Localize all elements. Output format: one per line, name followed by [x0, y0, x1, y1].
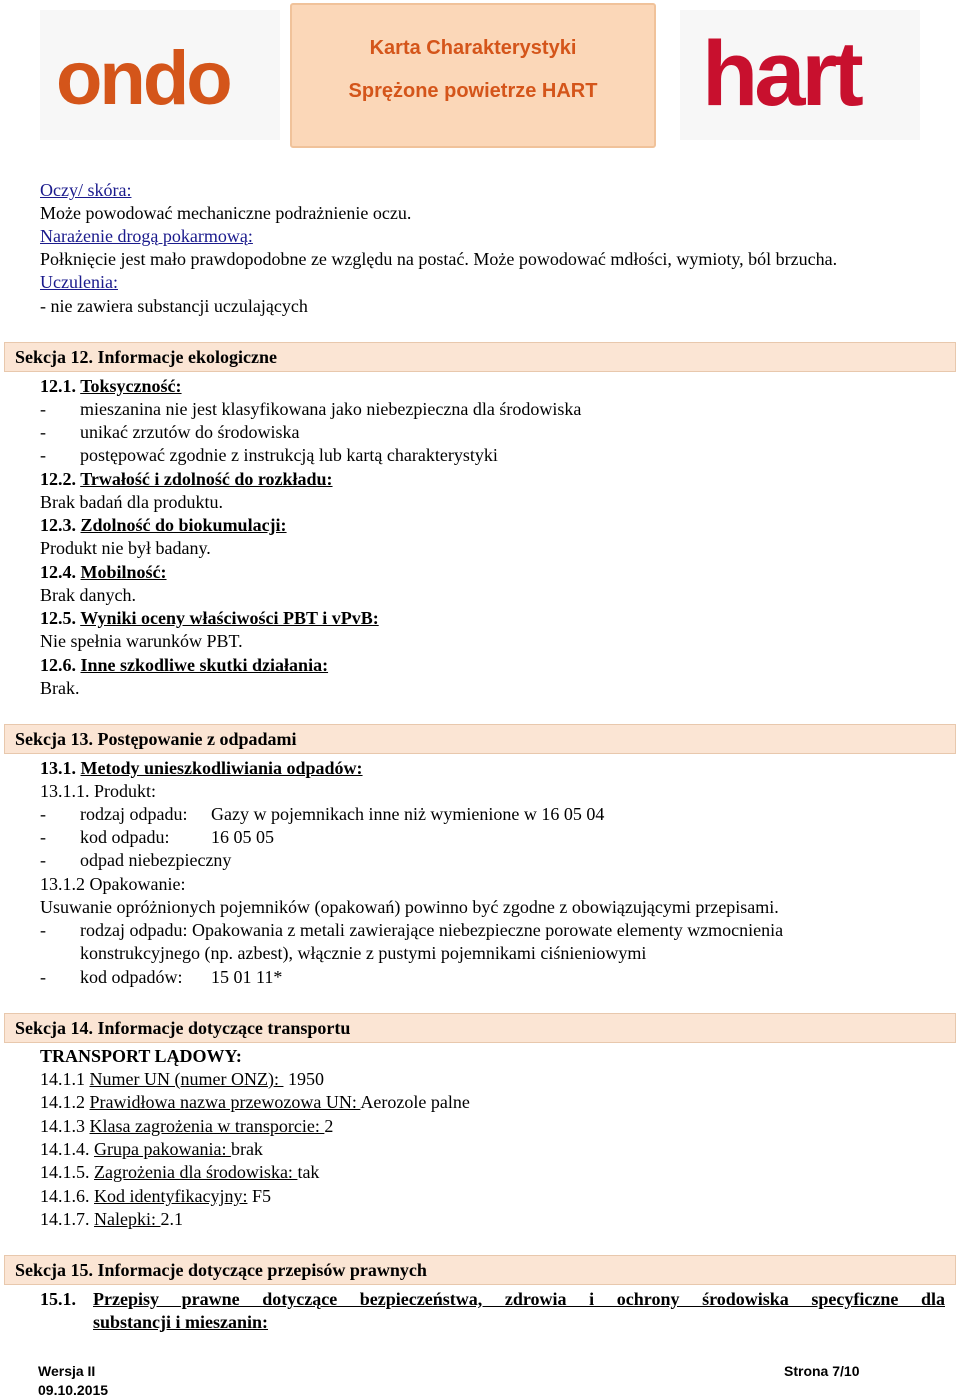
list-item: unikać zrzutów do środowiska [80, 422, 300, 442]
transport-row [40, 1185, 271, 1207]
document-title-box [290, 3, 656, 148]
item-number: 12.3. [40, 515, 76, 535]
transport-row-label: Zagrożenia dla środowiska: [94, 1162, 298, 1182]
ingestion-label: Narażenie drogą pokarmową: [40, 226, 253, 246]
sensitization-label: Uczulenia: [40, 272, 118, 292]
item-12-2 [40, 468, 333, 490]
transport-row-value: 2 [324, 1116, 334, 1136]
footer-version: Wersja II [38, 1363, 96, 1379]
item-text: Brak. [40, 678, 80, 698]
transport-row-number: 14.1.6. [40, 1186, 90, 1206]
ondo-logo [40, 10, 280, 140]
transport-row-label: Kod identyfikacyjny: [94, 1186, 248, 1206]
transport-row-label: Prawidłowa nazwa przewozowa UN: [89, 1092, 361, 1112]
packaging-waste-code-value: 15 01 11* [211, 967, 283, 987]
section-14-title: Sekcja 14. Informacje dotyczące transportu [15, 1018, 351, 1038]
item-heading: Toksyczność: [80, 376, 182, 396]
product-label: 13.1.1. Produkt: [40, 781, 157, 801]
bullet-dash: - [40, 967, 46, 987]
bullet-dash: - [40, 445, 46, 465]
list-item: mieszanina nie jest klasyfikowana jako niebezpieczna dla środowiska [80, 399, 582, 419]
item-12-3 [40, 514, 287, 536]
transport-row-label: Nalepki: [94, 1209, 161, 1229]
item-number: 15.1. [40, 1289, 76, 1309]
transport-row-value: 2.1 [160, 1209, 183, 1229]
item-number: 12.2. [40, 469, 76, 489]
item-12-4 [40, 561, 167, 583]
transport-row [40, 1161, 319, 1183]
footer-page-number: Strona 7/10 [784, 1363, 860, 1379]
packaging-text: Usuwanie opróżnionych pojemników (opakowań) powinno być zgodne z obowiązującymi przepisami. [40, 897, 779, 917]
item-heading: Inne szkodliwe skutki działania: [80, 655, 329, 675]
product-name-title: Sprężone powietrze HART [348, 80, 598, 102]
bullet-dash: - [40, 920, 46, 940]
item-heading: Przepisy prawne dotyczące bezpieczeństwa, zdrowia i ochrony środowiska specyficzne dla [93, 1289, 945, 1309]
transport-row-number: 14.1.7. [40, 1209, 90, 1229]
bullet-dash: - [40, 804, 46, 824]
bullet-dash: - [40, 850, 46, 870]
section-13-header [4, 724, 956, 754]
item-number: 12.4. [40, 562, 76, 582]
packaging-waste-type: rodzaj odpadu: Opakowania z metali zawierające niebezpieczne porowate elementy wzmocnienia [80, 920, 784, 940]
transport-row-value: Aerozole palne [360, 1092, 470, 1112]
item-12-5 [40, 607, 379, 629]
waste-type-label: rodzaj odpadu: [80, 804, 188, 824]
transport-row-value: brak [230, 1139, 263, 1159]
item-heading: Wyniki oceny właściwości PBT i vPvB: [80, 608, 379, 628]
transport-row-number: 14.1.3 [40, 1116, 85, 1136]
item-number: 12.1. [40, 376, 76, 396]
transport-row-label: Grupa pakowania: [94, 1139, 231, 1159]
transport-row [40, 1208, 183, 1230]
transport-row-value: 1950 [283, 1069, 324, 1089]
item-number: 13.1. [40, 758, 76, 778]
transport-row [40, 1068, 324, 1090]
transport-row-number: 14.1.4. [40, 1139, 90, 1159]
list-item: odpad niebezpieczny [80, 850, 232, 870]
item-12-6 [40, 654, 328, 676]
item-heading: Trwałość i zdolność do rozkładu: [80, 469, 333, 489]
waste-type-value: Gazy w pojemnikach inne niż wymienione w 16 05 04 [211, 804, 605, 824]
section-15-title: Sekcja 15. Informacje dotyczące przepisów prawnych [15, 1260, 427, 1280]
waste-code-value: 16 05 05 [211, 827, 274, 847]
transport-row-value: tak [297, 1162, 320, 1182]
eyes-skin-text: Może powodować mechaniczne podrażnienie oczu. [40, 203, 412, 223]
bullet-dash: - [40, 399, 46, 419]
transport-row-number: 14.1.2 [40, 1092, 85, 1112]
list-item: postępować zgodnie z instrukcją lub kartą charakterystyki [80, 445, 498, 465]
item-heading: Mobilność: [80, 562, 167, 582]
item-13-1 [40, 757, 363, 779]
waste-code-label: kod odpadu: [80, 827, 170, 847]
section-15-header [4, 1255, 956, 1285]
item-12-1 [40, 375, 182, 397]
transport-row-value: F5 [247, 1186, 271, 1206]
item-heading: Metody unieszkodliwiania odpadów: [80, 758, 363, 778]
section-12-title: Sekcja 12. Informacje ekologiczne [15, 347, 277, 367]
item-heading: Zdolność do biokumulacji: [80, 515, 287, 535]
packaging-waste-code-label: kod odpadów: [80, 967, 183, 987]
transport-row [40, 1091, 470, 1113]
item-number: 12.6. [40, 655, 76, 675]
item-text: Nie spełnia warunków PBT. [40, 631, 243, 651]
transport-row-number: 14.1.1 [40, 1069, 85, 1089]
ondo-logo-text: ondo [56, 36, 230, 121]
hart-logo [680, 10, 920, 140]
land-transport-heading: TRANSPORT LĄDOWY: [40, 1046, 242, 1066]
item-number: 12.5. [40, 608, 76, 628]
footer-date: 09.10.2015 [38, 1382, 109, 1398]
section-12-header [4, 342, 956, 372]
packaging-waste-type-cont: konstrukcyjnego (np. azbest), włącznie z pustymi pojemnikami ciśnieniowymi [80, 943, 647, 963]
section-13-title: Sekcja 13. Postępowanie z odpadami [15, 729, 297, 749]
item-text: Brak badań dla produktu. [40, 492, 223, 512]
transport-row-label: Numer UN (numer ONZ): [89, 1069, 284, 1089]
header [0, 0, 960, 160]
transport-row-number: 14.1.5. [40, 1162, 90, 1182]
section-14-header [4, 1013, 956, 1043]
ingestion-text: Połknięcie jest mało prawdopodobne ze względu na postać. Może powodować mdłości, wymioty, ból brzucha. [40, 249, 838, 269]
item-text: Brak danych. [40, 585, 136, 605]
item-text: Produkt nie był badany. [40, 538, 211, 558]
bullet-dash: - [40, 422, 46, 442]
sensitization-text: - nie zawiera substancji uczulających [40, 296, 308, 316]
eyes-skin-label: Oczy/ skóra: [40, 180, 132, 200]
transport-row-label: Klasa zagrożenia w transporcie: [89, 1116, 325, 1136]
bullet-dash: - [40, 827, 46, 847]
hart-logo-text: hart [702, 23, 860, 125]
packaging-label: 13.1.2 Opakowanie: [40, 874, 186, 894]
document-type-title: Karta Charakterystyki [369, 37, 577, 59]
transport-row [40, 1138, 263, 1160]
transport-row [40, 1115, 333, 1137]
item-heading-cont: substancji i mieszanin: [93, 1312, 269, 1332]
